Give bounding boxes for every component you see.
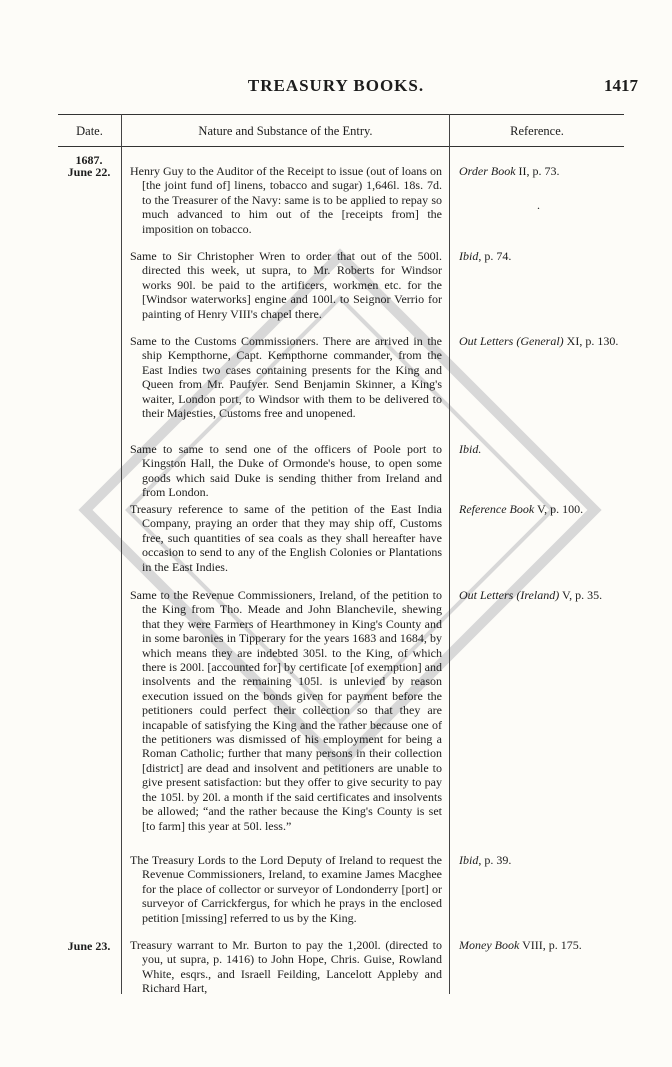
entry-text: Same to the Revenue Commissioners, Ireland, of the petition to the King from Tho. Meade and John Blanchevile, shewing that they were Farmers of Hearthmoney in King's County and in some baronies in Tipperary for the years 1683 and 1684, by which means they are indebted 305l. to the King, of which there is 200l. [accounted for] by certificate [of exemption] and insolvents and the remaining 105l. is unlevied by reason execution issued on the bonds given for payment before the petitioners could perfect their collection so that they are incapable of satisfying the King and the rather because one of the petitioners was dismissed of his employment for being a Roman Catholic; further that many persons in their collection [district] are dead and insolvent and petitioners are unable to give present satisfaction: but they offer to give security to pay the 105l. by 20l. a month if the said certificates and insolvents be allowed; “and the rather because the King's County is set [to farm] this year at 50l. less.” — [130, 588, 442, 833]
entry-text: Henry Guy to the Auditor of the Receipt to issue (out of loans on [the joint fund of] linens, tobacco and sugar) 1,646l. 18s. 7d. to the Treasurer of the Navy: same is to be applied to repay so much advanced to him out of the [receipts from] the imposition on tobacco. — [130, 164, 442, 236]
reference-source: Ibid — [459, 853, 479, 867]
stray-mark: . — [537, 198, 540, 212]
reference-source: Out Letters (General) — [459, 334, 564, 348]
page-number: 1417 — [604, 76, 638, 95]
column-header-date: Date. — [76, 124, 103, 138]
reference-page: V, p. 100. — [534, 502, 584, 516]
entry-text: Same to same to send one of the officers of Poole port to Kingston Hall, the Duke of Ormonde's house, to open some goods which said Duke is sending thither from Ireland and from London. — [130, 442, 442, 500]
running-title: TREASURY BOOKS. — [247, 76, 425, 95]
entry-reference — [459, 442, 619, 456]
entry-reference — [459, 502, 619, 516]
entry-text: Treasury reference to same of the petition of the East India Company, praying an order that they may ship off, Customs free, such quantities of sea coals as they shall hereafter have occasion to send to any of the English Colonies or Plantations in the East Indies. — [130, 502, 442, 574]
entry-reference — [459, 164, 619, 178]
reference-page: , p. 74. — [478, 249, 512, 263]
column-header-reference: Reference. — [510, 124, 564, 138]
entry-date: June 23. — [67, 939, 111, 953]
reference-source: Money Book — [459, 938, 520, 952]
reference-page: V, p. 35. — [559, 588, 603, 602]
reference-source: Ibid — [459, 249, 479, 263]
reference-page: VIII, p. 175. — [519, 938, 582, 952]
entry-reference — [459, 249, 619, 263]
column-rule-date — [121, 114, 122, 994]
entry-date: June 22. — [67, 165, 111, 179]
reference-page: XI, p. 130. — [563, 334, 619, 348]
reference-source: Ibid. — [459, 442, 482, 456]
column-header-nature: Nature and Substance of the Entry. — [198, 124, 373, 138]
entry-reference — [459, 588, 619, 602]
reference-page: II, p. 73. — [515, 164, 560, 178]
entry-reference — [459, 334, 619, 348]
entry-text: The Treasury Lords to the Lord Deputy of Ireland to request the Revenue Commissioners, Ireland, to examine James Macghee for the place of collector or surveyor of Londonderry [port] or surveyor of Carrickfergus, for which he prays in the enclosed petition [missing] referred to us by the King. — [130, 853, 442, 925]
entry-reference — [459, 853, 619, 867]
page-header — [0, 76, 672, 100]
header-rule-top — [58, 114, 624, 115]
reference-source: Out Letters (Ireland) — [459, 588, 560, 602]
entry-text: Same to Sir Christopher Wren to order that out of the 500l. directed this week, ut supra, to Mr. Roberts for Windsor works 90l. be paid to the artificers, workmen etc. for the [Windsor waterworks] engine and 100l. to Seignor Verrio for painting of Henry VIII's chapel there. — [130, 249, 442, 321]
reference-page: , p. 39. — [478, 853, 512, 867]
header-rule-bottom — [58, 146, 624, 147]
entry-text: Same to the Customs Commissioners. There are arrived in the ship Kempthorne, Capt. Kempthorne commander, from the East Indies two cases containing presents for the King and Queen from Mr. Paufyer. Send Benjamin Skinner, a King's waiter, London port, to Windsor with them to be delivered to their Majesties, Customs free and unopened. — [130, 334, 442, 421]
entry-year: 1687. — [75, 153, 103, 167]
reference-source: Reference Book — [459, 502, 535, 516]
reference-source: Order Book — [459, 164, 516, 178]
column-rule-reference — [449, 114, 450, 994]
entry-text: Treasury warrant to Mr. Burton to pay the 1,200l. (directed to you, ut supra, p. 1416) to John Hope, Chris. Guise, Rowland White, esqrs., and Israell Feilding, Lancelott Appleby and Richard Hart, — [130, 938, 442, 996]
entry-reference — [459, 938, 619, 952]
